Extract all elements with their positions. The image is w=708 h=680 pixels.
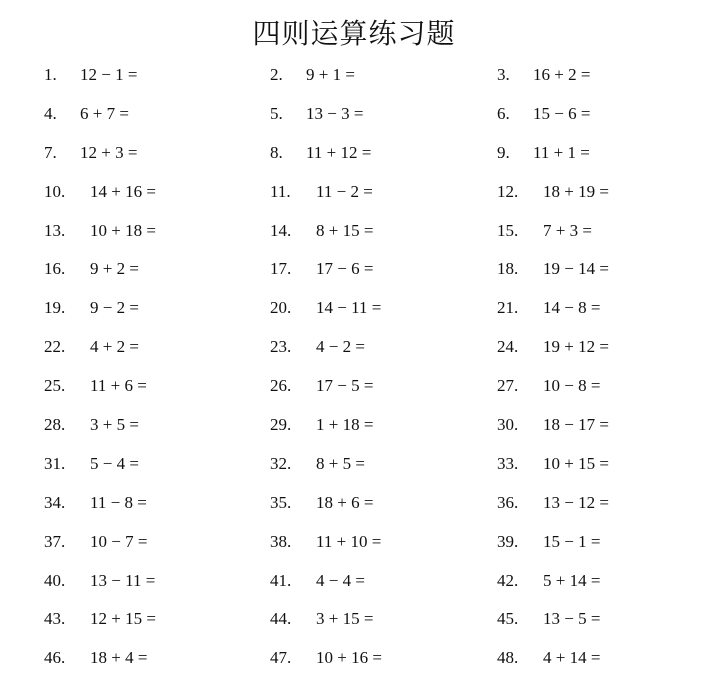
- problem-expression: 14 − 11 =: [316, 298, 382, 318]
- problem-row: [0, 250, 708, 289]
- problem-number: 6.: [497, 103, 510, 123]
- problem-number: 41.: [270, 570, 292, 590]
- problem-number: 30.: [497, 415, 519, 435]
- problem-expression: 16 + 2 =: [533, 65, 591, 84]
- problem-item: [44, 289, 139, 328]
- problem-number: 13.: [44, 220, 66, 240]
- problem-number: 43.: [44, 609, 66, 629]
- problem-item: [44, 367, 147, 406]
- problem-number: 3.: [497, 65, 510, 84]
- problem-expression: 12 − 1 =: [80, 65, 138, 84]
- problem-number: 2.: [270, 65, 283, 84]
- problem-expression: 13 − 11 =: [90, 570, 156, 590]
- problem-expression: 10 + 15 =: [543, 453, 609, 473]
- problem-expression: 9 + 2 =: [90, 259, 139, 279]
- problem-expression: 11 − 8 =: [90, 492, 147, 512]
- problem-number: 18.: [497, 259, 519, 279]
- problem-item: [270, 212, 373, 251]
- problem-expression: 10 − 8 =: [543, 376, 601, 396]
- problem-expression: 10 + 18 =: [90, 220, 156, 240]
- problem-expression: 12 + 3 =: [80, 142, 138, 162]
- problem-number: 16.: [44, 259, 66, 279]
- problem-row: [0, 173, 708, 212]
- problem-expression: 13 − 12 =: [543, 492, 609, 512]
- problem-number: 29.: [270, 415, 292, 435]
- problem-number: 22.: [44, 337, 66, 357]
- problem-number: 39.: [497, 531, 519, 551]
- problem-row: [0, 639, 708, 678]
- problem-item: [44, 250, 139, 289]
- problem-item: [497, 600, 600, 639]
- problem-number: 1.: [44, 65, 57, 84]
- problem-expression: 4 − 2 =: [316, 337, 365, 357]
- problem-expression: 6 + 7 =: [80, 103, 129, 123]
- problem-number: 44.: [270, 609, 292, 629]
- problem-number: 17.: [270, 259, 292, 279]
- problem-item: [497, 173, 609, 212]
- problem-item: [497, 289, 600, 328]
- problem-row: [0, 445, 708, 484]
- problem-item: [44, 173, 156, 212]
- problem-item: [270, 523, 381, 562]
- problem-number: 15.: [497, 220, 519, 240]
- problem-number: 45.: [497, 609, 519, 629]
- problem-number: 9.: [497, 142, 510, 162]
- problem-number: 31.: [44, 453, 66, 473]
- problem-item: [497, 250, 609, 289]
- problem-number: 37.: [44, 531, 66, 551]
- problem-number: 34.: [44, 492, 66, 512]
- problem-item: [270, 367, 373, 406]
- problem-expression: 14 + 16 =: [90, 181, 156, 201]
- problem-expression: 17 − 5 =: [316, 376, 374, 396]
- problem-expression: 8 + 15 =: [316, 220, 374, 240]
- problem-number: 35.: [270, 492, 292, 512]
- problem-number: 32.: [270, 453, 292, 473]
- problem-item: [270, 95, 363, 134]
- problem-row: [0, 484, 708, 523]
- problem-expression: 13 − 3 =: [306, 103, 364, 123]
- problem-item: [44, 445, 139, 484]
- problem-number: 12.: [497, 181, 519, 201]
- problem-item: [497, 562, 600, 601]
- problem-number: 25.: [44, 376, 66, 396]
- problem-expression: 1 + 18 =: [316, 415, 374, 435]
- problem-expression: 19 − 14 =: [543, 259, 609, 279]
- problem-row: [0, 56, 708, 95]
- problem-item: [497, 523, 600, 562]
- problem-item: [497, 134, 590, 173]
- problem-expression: 4 + 2 =: [90, 337, 139, 357]
- problem-item: [44, 562, 155, 601]
- problem-item: [270, 289, 381, 328]
- problem-number: 21.: [497, 298, 519, 318]
- problem-number: 27.: [497, 376, 519, 396]
- problem-number: 19.: [44, 298, 66, 318]
- problem-expression: 15 − 6 =: [533, 103, 591, 123]
- problem-expression: 9 − 2 =: [90, 298, 139, 318]
- problem-item: [497, 212, 592, 251]
- problem-row: [0, 95, 708, 134]
- problem-item: [497, 56, 590, 95]
- problem-number: 28.: [44, 415, 66, 435]
- problem-item: [497, 484, 609, 523]
- problem-number: 8.: [270, 142, 283, 162]
- problem-row: [0, 134, 708, 173]
- problem-expression: 11 + 6 =: [90, 376, 147, 396]
- problem-expression: 5 − 4 =: [90, 453, 139, 473]
- problem-item: [270, 484, 373, 523]
- problem-item: [497, 445, 609, 484]
- problem-expression: 18 + 4 =: [90, 648, 148, 668]
- problem-expression: 12 + 15 =: [90, 609, 156, 629]
- problem-expression: 18 + 6 =: [316, 492, 374, 512]
- problem-number: 7.: [44, 142, 57, 162]
- problem-number: 5.: [270, 103, 283, 123]
- problem-row: [0, 212, 708, 251]
- problem-item: [44, 600, 156, 639]
- problem-item: [497, 328, 609, 367]
- problem-expression: 11 − 2 =: [316, 181, 373, 201]
- problem-item: [270, 173, 373, 212]
- problem-expression: 11 + 12 =: [306, 142, 372, 162]
- problem-row: [0, 367, 708, 406]
- problem-row: [0, 562, 708, 601]
- problem-number: 46.: [44, 648, 66, 668]
- problem-expression: 4 + 14 =: [543, 648, 601, 668]
- problem-item: [44, 523, 147, 562]
- problem-expression: 4 − 4 =: [316, 570, 365, 590]
- problem-number: 4.: [44, 103, 57, 123]
- problem-row: [0, 523, 708, 562]
- problem-number: 10.: [44, 181, 66, 201]
- problem-number: 11.: [270, 181, 291, 201]
- problem-number: 42.: [497, 570, 519, 590]
- problem-row: [0, 406, 708, 445]
- problem-expression: 11 + 1 =: [533, 142, 590, 162]
- problem-expression: 14 − 8 =: [543, 298, 601, 318]
- problem-expression: 15 − 1 =: [543, 531, 601, 551]
- problem-expression: 3 + 5 =: [90, 415, 139, 435]
- problem-number: 20.: [270, 298, 292, 318]
- problem-expression: 18 − 17 =: [543, 415, 609, 435]
- problem-row: [0, 328, 708, 367]
- problem-number: 38.: [270, 531, 292, 551]
- problem-item: [44, 56, 137, 95]
- problem-number: 47.: [270, 648, 292, 668]
- problem-grid: [0, 56, 708, 678]
- problem-number: 26.: [270, 376, 292, 396]
- problem-item: [270, 562, 365, 601]
- problem-expression: 17 − 6 =: [316, 259, 374, 279]
- problem-item: [44, 134, 137, 173]
- problem-number: 40.: [44, 570, 66, 590]
- problem-expression: 3 + 15 =: [316, 609, 374, 629]
- problem-item: [497, 367, 600, 406]
- problem-item: [270, 134, 371, 173]
- problem-expression: 7 + 3 =: [543, 220, 592, 240]
- problem-expression: 9 + 1 =: [306, 65, 355, 84]
- problem-row: [0, 289, 708, 328]
- problem-number: 23.: [270, 337, 292, 357]
- problem-item: [44, 95, 129, 134]
- page-title: 四则运算练习题: [252, 17, 456, 50]
- problem-item: [44, 328, 139, 367]
- problem-number: 48.: [497, 648, 519, 668]
- problem-item: [270, 250, 373, 289]
- problem-number: 33.: [497, 453, 519, 473]
- problem-expression: 18 + 19 =: [543, 181, 609, 201]
- problem-expression: 10 − 7 =: [90, 531, 148, 551]
- problem-expression: 10 + 16 =: [316, 648, 382, 668]
- problem-expression: 8 + 5 =: [316, 453, 365, 473]
- problem-item: [44, 406, 139, 445]
- problem-item: [270, 56, 355, 95]
- problem-item: [497, 95, 590, 134]
- problem-number: 14.: [270, 220, 292, 240]
- problem-item: [270, 406, 373, 445]
- problem-number: 36.: [497, 492, 519, 512]
- problem-item: [270, 600, 373, 639]
- problem-item: [270, 328, 365, 367]
- problem-item: [44, 484, 147, 523]
- problem-item: [270, 445, 365, 484]
- problem-expression: 11 + 10 =: [316, 531, 382, 551]
- problem-number: 24.: [497, 337, 519, 357]
- problem-item: [497, 406, 609, 445]
- problem-row: [0, 600, 708, 639]
- problem-item: [44, 639, 147, 678]
- problem-item: [44, 212, 156, 251]
- problem-expression: 5 + 14 =: [543, 570, 601, 590]
- problem-item: [270, 639, 382, 678]
- problem-expression: 19 + 12 =: [543, 337, 609, 357]
- problem-item: [497, 639, 600, 678]
- problem-expression: 13 − 5 =: [543, 609, 601, 629]
